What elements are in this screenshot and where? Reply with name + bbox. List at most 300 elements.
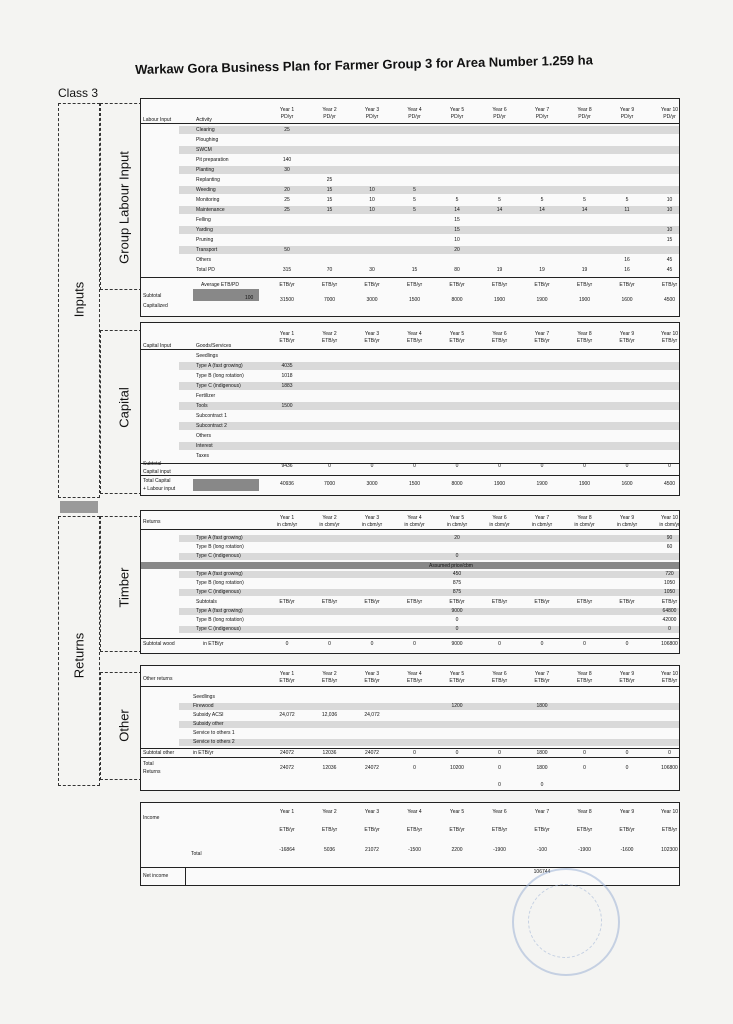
unit-header: ETB/yr bbox=[534, 827, 550, 833]
total-returns-label: Total bbox=[143, 761, 154, 767]
subtotal-wood: 0 bbox=[413, 641, 416, 647]
subtotal-wood: 0 bbox=[540, 641, 544, 647]
capital-value: 1500 bbox=[281, 403, 293, 409]
activity-label: Others bbox=[196, 257, 212, 263]
other-item: Seedlings bbox=[193, 694, 215, 700]
avg-unit: ETB/yr bbox=[619, 282, 635, 288]
unit-header: ETB/yr bbox=[534, 678, 550, 684]
price-value-10: 1050 bbox=[663, 589, 676, 595]
labour-value: 19 bbox=[581, 267, 588, 273]
unit-header: PD/yr bbox=[578, 114, 591, 120]
subtotal-wood: 0 bbox=[625, 641, 629, 647]
unit-header: ETB/yr bbox=[534, 338, 550, 344]
capital-subtotal: 0 bbox=[328, 463, 331, 469]
unit-header: PD/yr bbox=[450, 114, 464, 120]
total-returns: 106800 bbox=[661, 765, 678, 771]
unit-header: in cbm/yr bbox=[574, 522, 595, 528]
etb-unit: ETB/yr bbox=[364, 599, 380, 605]
unit-header: PD/yr bbox=[365, 114, 379, 120]
unit-header: in cbm/yr bbox=[659, 522, 680, 528]
year-header: Year 10 bbox=[660, 331, 679, 337]
capital-total: 40936 bbox=[280, 481, 294, 487]
unit-header: PD/yr bbox=[493, 114, 506, 120]
goods-label: Tools bbox=[196, 403, 208, 409]
divider bbox=[185, 867, 186, 885]
total-returns: 12036 bbox=[322, 765, 337, 771]
year-header: Year 7 bbox=[534, 515, 550, 521]
labour-value: 15 bbox=[411, 267, 418, 273]
year-header: Year 1 bbox=[279, 809, 295, 815]
other-value: 24,072 bbox=[364, 712, 380, 718]
unit-header: ETB/yr bbox=[576, 338, 593, 344]
capital-value: 1018 bbox=[281, 373, 293, 379]
year-header: Year 8 bbox=[577, 671, 592, 677]
divider bbox=[141, 349, 679, 350]
timber-volume: 20 bbox=[454, 535, 460, 541]
other-subtotal-label: Subtotal other bbox=[143, 750, 175, 756]
income-total: -1600 bbox=[620, 847, 634, 853]
capital-subtotal: 0 bbox=[540, 463, 544, 469]
labour-value: 5 bbox=[413, 197, 416, 203]
labour-value: 80 bbox=[454, 267, 460, 273]
etb-unit: ETB/yr bbox=[576, 599, 593, 605]
etb-unit: ETB/yr bbox=[279, 599, 295, 605]
row-band bbox=[179, 166, 679, 174]
labour-subtotal: 1500 bbox=[408, 297, 421, 303]
income-total: -1900 bbox=[578, 847, 591, 853]
activity-label: Planting bbox=[196, 167, 215, 173]
subtotal-type: Type C (indigenous) bbox=[196, 626, 241, 632]
avg-unit: ETB/yr bbox=[576, 282, 593, 288]
subtotal-wood: 0 bbox=[285, 641, 289, 647]
row-band bbox=[179, 246, 679, 254]
year-header: Year 9 bbox=[619, 107, 635, 113]
labour-value: 15 bbox=[326, 197, 333, 203]
row-band bbox=[179, 216, 679, 224]
labour-value: 5 bbox=[413, 187, 416, 193]
total-returns: 0 bbox=[583, 765, 586, 771]
activity-label: Transport bbox=[196, 247, 218, 253]
row-band bbox=[179, 136, 679, 144]
labour-value: 10 bbox=[369, 197, 375, 203]
timber-table bbox=[140, 510, 680, 654]
avg-unit: ETB/yr bbox=[364, 282, 380, 288]
goods-label: Type A (fast growing) bbox=[196, 363, 243, 369]
total-returns: 10200 bbox=[450, 765, 464, 771]
unit-header: ETB/yr bbox=[661, 338, 678, 344]
labour-value: 5 bbox=[455, 197, 459, 203]
income-label: Income bbox=[143, 815, 160, 821]
year-header: Year 2 bbox=[322, 515, 337, 521]
row-band bbox=[179, 146, 679, 154]
labour-value: 25 bbox=[284, 127, 290, 133]
total-capital-label2: + Labour input bbox=[143, 486, 176, 492]
labour-value: 14 bbox=[539, 207, 545, 213]
row-band bbox=[179, 553, 679, 560]
extra-value: 0 bbox=[498, 782, 501, 788]
price-type: Type A (fast growing) bbox=[196, 571, 243, 577]
avg-unit: ETB/yr bbox=[449, 282, 465, 288]
activity-label: SWCM bbox=[196, 147, 212, 153]
labour-value: 25 bbox=[284, 207, 290, 213]
unit-header: ETB/yr bbox=[491, 678, 508, 684]
row-band bbox=[179, 730, 679, 737]
labour-value: 20 bbox=[454, 247, 460, 253]
labour-value: 10 bbox=[666, 227, 673, 233]
capitalized-label: Capitalized bbox=[143, 303, 168, 309]
row-band bbox=[179, 422, 679, 430]
avg-unit: ETB/yr bbox=[534, 282, 550, 288]
labour-value: 140 bbox=[282, 157, 292, 163]
row-band bbox=[179, 382, 679, 390]
capital-total: 1900 bbox=[578, 481, 591, 487]
divider bbox=[141, 638, 679, 639]
class-label: Class 3 bbox=[58, 86, 99, 100]
subtotal-wood-unit: in ETB/yr bbox=[203, 641, 224, 647]
labour-value: 15 bbox=[326, 187, 333, 193]
year-header: Year 2 bbox=[322, 107, 337, 113]
year-header: Year 6 bbox=[492, 331, 507, 337]
total-returns: 1800 bbox=[536, 765, 548, 771]
labour-subtotal: 31500 bbox=[280, 297, 294, 303]
unit-header: in cbm/yr bbox=[361, 522, 383, 528]
activity-label: Total PD bbox=[196, 267, 215, 273]
subtotal-y10: 42000 bbox=[662, 617, 677, 623]
timber-volume: 60 bbox=[666, 544, 673, 550]
labour-subtotal: 1600 bbox=[621, 297, 633, 303]
other-col1: Other returns bbox=[143, 676, 173, 682]
year-header: Year 2 bbox=[322, 671, 337, 677]
etb-unit: ETB/yr bbox=[661, 599, 678, 605]
row-band bbox=[179, 412, 679, 420]
year-header: Year 1 bbox=[279, 107, 295, 113]
unit-header: ETB/yr bbox=[321, 678, 338, 684]
year-header: Year 6 bbox=[492, 515, 507, 521]
capital-table bbox=[140, 322, 680, 496]
subtotal-wood: 0 bbox=[328, 641, 331, 647]
labour-subtotal: 7000 bbox=[323, 297, 336, 303]
year-header: Year 3 bbox=[364, 107, 380, 113]
labour-value: 20 bbox=[284, 187, 290, 193]
unit-header: ETB/yr bbox=[279, 338, 295, 344]
year-header: Year 8 bbox=[577, 515, 592, 521]
labour-subtotal: 3000 bbox=[366, 297, 378, 303]
year-header: Year 5 bbox=[449, 671, 465, 677]
row-band bbox=[179, 432, 679, 440]
other-subtotal: 1800 bbox=[536, 750, 548, 756]
labour-value: 5 bbox=[625, 197, 629, 203]
divider bbox=[141, 867, 679, 868]
year-header: Year 4 bbox=[407, 809, 422, 815]
row-band bbox=[179, 608, 679, 615]
capital-total: 7000 bbox=[323, 481, 336, 487]
year-header: Year 4 bbox=[407, 515, 422, 521]
avg-label: Average ETB/PD bbox=[201, 282, 239, 288]
income-total-label: Total bbox=[191, 851, 202, 857]
timber-volume: 0 bbox=[455, 553, 459, 559]
labour-value: 11 bbox=[624, 207, 630, 213]
other-subtotal: 0 bbox=[413, 750, 416, 756]
year-header: Year 6 bbox=[492, 107, 507, 113]
divider bbox=[141, 686, 679, 687]
price-value: 875 bbox=[452, 580, 462, 586]
labour-value: 10 bbox=[369, 187, 375, 193]
labour-value: 50 bbox=[284, 247, 290, 253]
row-band bbox=[179, 571, 679, 578]
year-header: Year 4 bbox=[407, 671, 422, 677]
unit-header: ETB/yr bbox=[576, 678, 593, 684]
capital-subtotal: 9436 bbox=[281, 463, 293, 469]
timber-type: Type C (indigenous) bbox=[196, 553, 241, 559]
labour-value: 19 bbox=[539, 267, 545, 273]
year-header: Year 6 bbox=[492, 809, 507, 815]
unit-header: PD/yr bbox=[663, 114, 676, 120]
labour-value: 16 bbox=[624, 267, 630, 273]
goods-label: Interest bbox=[196, 443, 213, 449]
etb-unit: ETB/yr bbox=[619, 599, 635, 605]
price-type: Type C (indigenous) bbox=[196, 589, 241, 595]
labour-value: 25 bbox=[284, 197, 290, 203]
subtotal-wood: 9000 bbox=[451, 641, 463, 647]
unit-header: PD/yr bbox=[535, 114, 549, 120]
capital-total: 1900 bbox=[493, 481, 506, 487]
year-header: Year 1 bbox=[279, 515, 295, 521]
unit-header: ETB/yr bbox=[364, 827, 380, 833]
other-subtotal-unit: in ETB/yr bbox=[193, 750, 214, 756]
labour-subtotal: 1900 bbox=[578, 297, 591, 303]
row-band bbox=[179, 617, 679, 624]
row-band bbox=[179, 703, 679, 710]
labour-value: 15 bbox=[454, 227, 460, 233]
timber-type: Type A (fast growing) bbox=[196, 535, 243, 541]
row-band bbox=[179, 236, 679, 244]
unit-header: ETB/yr bbox=[661, 678, 678, 684]
row-band bbox=[179, 544, 679, 551]
price-value-10: 1050 bbox=[663, 580, 676, 586]
income-total: -1900 bbox=[493, 847, 506, 853]
labour-value: 5 bbox=[413, 207, 416, 213]
year-header: Year 8 bbox=[577, 809, 592, 815]
other-item: Subsidy other bbox=[193, 721, 224, 727]
labour-value: 25 bbox=[326, 177, 333, 183]
income-total: 2200 bbox=[451, 847, 463, 853]
net-income-label: Net income bbox=[143, 873, 169, 879]
subtotal-y5: 0 bbox=[455, 626, 459, 632]
goods-label: Fertilizer bbox=[196, 393, 216, 399]
capital-total: 1600 bbox=[621, 481, 633, 487]
row-band bbox=[179, 362, 679, 370]
labour-subtotal: 8000 bbox=[451, 297, 463, 303]
row-band bbox=[179, 626, 679, 633]
divider bbox=[141, 748, 679, 749]
labour-value: 10 bbox=[369, 207, 375, 213]
goods-label: Subcontract 2 bbox=[196, 423, 227, 429]
separator-bar bbox=[60, 501, 98, 513]
year-header: Year 5 bbox=[449, 107, 465, 113]
capital-subtotal: 0 bbox=[668, 463, 671, 469]
income-total: -16864 bbox=[279, 847, 295, 853]
row-band bbox=[179, 226, 679, 234]
capital-total: 4500 bbox=[663, 481, 676, 487]
row-band bbox=[179, 352, 679, 360]
capital-col2: Goods/Services bbox=[196, 343, 232, 349]
year-header: Year 7 bbox=[534, 331, 550, 337]
year-header: Year 5 bbox=[449, 331, 465, 337]
unit-header: ETB/yr bbox=[364, 678, 380, 684]
activity-label: Pruning bbox=[196, 237, 214, 243]
subtotal-y5: 0 bbox=[455, 617, 459, 623]
year-header: Year 9 bbox=[619, 515, 635, 521]
net-income-value: 106744 bbox=[533, 869, 551, 875]
capital-subtotal: 0 bbox=[455, 463, 459, 469]
year-header: Year 7 bbox=[534, 809, 550, 815]
labour-value: 45 bbox=[666, 257, 673, 263]
other-subtotal: 0 bbox=[455, 750, 459, 756]
year-header: Year 8 bbox=[577, 331, 592, 337]
assumed-price-label: Assumed price/cbm bbox=[429, 563, 473, 569]
unit-header: ETB/yr bbox=[449, 678, 465, 684]
income-total: -1500 bbox=[408, 847, 421, 853]
year-header: Year 7 bbox=[534, 107, 550, 113]
inputs-label: Inputs bbox=[71, 281, 87, 318]
total-returns: 24072 bbox=[365, 765, 379, 771]
unit-header: PD/yr bbox=[323, 114, 336, 120]
unit-header: ETB/yr bbox=[449, 338, 465, 344]
avg-unit: ETB/yr bbox=[491, 282, 508, 288]
labour-value: 15 bbox=[666, 237, 673, 243]
divider bbox=[141, 529, 679, 530]
labour-value: 5 bbox=[583, 197, 586, 203]
returns-label: Returns bbox=[71, 632, 87, 679]
other-subtotal: 24072 bbox=[280, 750, 294, 756]
etb-unit: ETB/yr bbox=[321, 599, 338, 605]
subtotal-wood: 106800 bbox=[661, 641, 678, 647]
activity-label: Maintenance bbox=[196, 207, 225, 213]
unit-header: in cbm/yr bbox=[489, 522, 510, 528]
year-header: Year 2 bbox=[322, 809, 337, 815]
total-returns: 24072 bbox=[280, 765, 294, 771]
timber-col1: Returns bbox=[143, 519, 161, 525]
avg-unit: ETB/yr bbox=[279, 282, 295, 288]
other-value: 1800 bbox=[536, 703, 548, 709]
subtotal-y5: 9000 bbox=[451, 608, 463, 614]
extra-value: 0 bbox=[540, 782, 544, 788]
row-band bbox=[179, 256, 679, 264]
labour-value: 45 bbox=[666, 267, 673, 273]
year-header: Year 10 bbox=[660, 515, 679, 521]
page-title: Warkaw Gora Business Plan for Farmer Group 3 for Area Number 1.259 ha bbox=[135, 52, 594, 77]
unit-header: ETB/yr bbox=[279, 678, 295, 684]
subtotal-wood: 0 bbox=[583, 641, 586, 647]
row-band bbox=[179, 442, 679, 450]
row-band bbox=[179, 402, 679, 410]
goods-label: Subcontract 1 bbox=[196, 413, 227, 419]
unit-header: in cbm/yr bbox=[446, 522, 468, 528]
unit-header: ETB/yr bbox=[576, 827, 593, 833]
goods-label: Others bbox=[196, 433, 212, 439]
subtotal-y10: 0 bbox=[668, 626, 671, 632]
total-capital-label: Total Capital bbox=[143, 478, 171, 484]
labour-value: 5 bbox=[540, 197, 544, 203]
year-header: Year 9 bbox=[619, 809, 635, 815]
year-header: Year 3 bbox=[364, 671, 380, 677]
labour-value: 16 bbox=[624, 257, 630, 263]
activity-label: Weeding bbox=[196, 187, 216, 193]
income-total: 102300 bbox=[661, 847, 678, 853]
year-header: Year 2 bbox=[322, 331, 337, 337]
capital-label: Capital bbox=[116, 387, 132, 428]
year-header: Year 9 bbox=[619, 671, 635, 677]
year-header: Year 3 bbox=[364, 809, 380, 815]
labour-value: 19 bbox=[496, 267, 503, 273]
year-header: Year 10 bbox=[660, 671, 679, 677]
other-table bbox=[140, 665, 680, 791]
row-band bbox=[179, 176, 679, 184]
labour-value: 14 bbox=[496, 207, 503, 213]
labour-value: 14 bbox=[454, 207, 460, 213]
labour-col1: Labour Input bbox=[143, 117, 172, 123]
year-header: Year 9 bbox=[619, 331, 635, 337]
capital-subtotal: 0 bbox=[413, 463, 416, 469]
price-value: 450 bbox=[452, 571, 462, 577]
row-band bbox=[179, 126, 679, 134]
capital-subtotal: 0 bbox=[498, 463, 501, 469]
capital-total: 8000 bbox=[451, 481, 463, 487]
activity-label: Felling bbox=[196, 217, 211, 223]
unit-header: ETB/yr bbox=[279, 827, 295, 833]
price-value-10: 720 bbox=[665, 571, 674, 577]
labour-value: 10 bbox=[666, 197, 673, 203]
subtotal-wood: 0 bbox=[498, 641, 501, 647]
avg-unit: ETB/yr bbox=[321, 282, 338, 288]
unit-header: ETB/yr bbox=[406, 338, 423, 344]
total-returns: 0 bbox=[413, 765, 416, 771]
row-band bbox=[179, 392, 679, 400]
other-value: 24,072 bbox=[279, 712, 295, 718]
year-header: Year 3 bbox=[364, 515, 380, 521]
unit-header: PD/yr bbox=[620, 114, 634, 120]
etb-unit: ETB/yr bbox=[406, 599, 423, 605]
subtotal-type: Type B (long rotation) bbox=[196, 617, 244, 623]
year-header: Year 1 bbox=[279, 331, 295, 337]
unit-header: ETB/yr bbox=[321, 338, 338, 344]
labour-col2: Activity bbox=[196, 117, 212, 123]
year-header: Year 10 bbox=[660, 809, 679, 815]
activity-label: Clearing bbox=[196, 127, 215, 133]
income-total: 5036 bbox=[323, 847, 336, 853]
row-band bbox=[179, 535, 679, 542]
capital-subtotal: 0 bbox=[625, 463, 629, 469]
labour-value: 30 bbox=[369, 267, 375, 273]
unit-header: ETB/yr bbox=[491, 827, 508, 833]
year-header: Year 8 bbox=[577, 107, 592, 113]
labour-value: 14 bbox=[581, 207, 588, 213]
capital-col1: Capital Input bbox=[143, 343, 172, 349]
other-subtotal: 0 bbox=[583, 750, 586, 756]
labour-value: 10 bbox=[454, 237, 460, 243]
row-band bbox=[179, 589, 679, 596]
timber-volume: 90 bbox=[666, 535, 673, 541]
unit-header: ETB/yr bbox=[491, 338, 508, 344]
capital-total: 1500 bbox=[408, 481, 421, 487]
labour-label: Group Labour Input bbox=[116, 151, 132, 264]
other-value: 1200 bbox=[451, 703, 463, 709]
year-header: Year 5 bbox=[449, 809, 465, 815]
price-value: 875 bbox=[452, 589, 462, 595]
etb-unit: ETB/yr bbox=[491, 599, 508, 605]
labour-value: 70 bbox=[326, 267, 333, 273]
year-header: Year 3 bbox=[364, 331, 380, 337]
